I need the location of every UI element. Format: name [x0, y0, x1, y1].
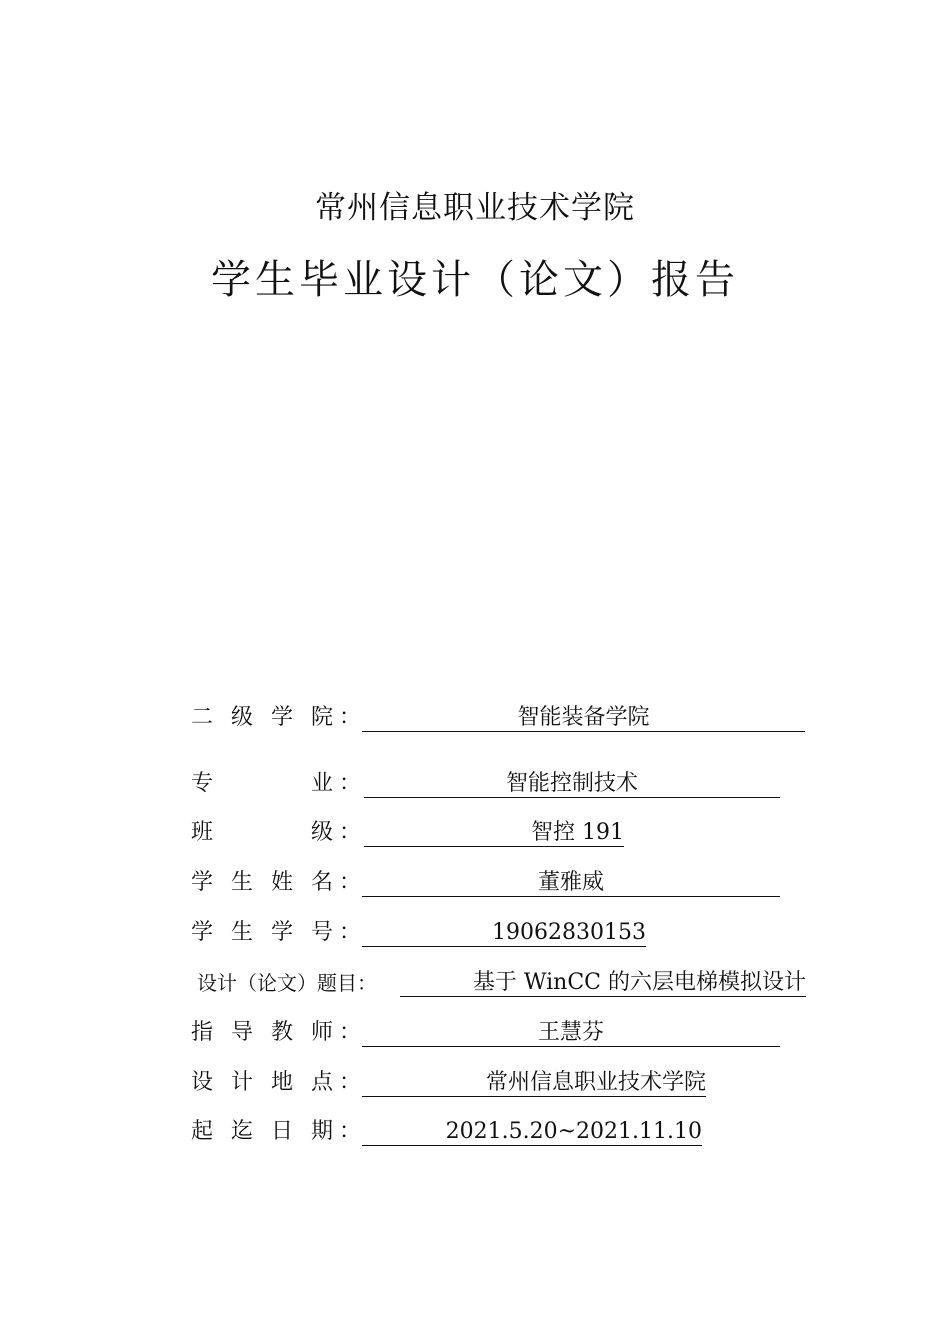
- label-char: 点: [311, 1070, 334, 1095]
- field-value-college: 智能装备学院: [362, 701, 805, 732]
- label-char: 日: [271, 1119, 294, 1144]
- field-student-name: [191, 866, 791, 900]
- label-char: 导: [231, 1020, 254, 1045]
- label-char: 业: [311, 771, 334, 796]
- field-label-thesis-topic: 设计（论文）题目：: [197, 971, 377, 995]
- label-colon: ：: [339, 771, 362, 796]
- label-char: 名: [311, 870, 334, 895]
- label-char: 迄: [231, 1119, 254, 1144]
- label-char: 师: [311, 1020, 334, 1045]
- label-char: 学: [271, 920, 294, 945]
- school-name: 常州信息职业技术学院: [315, 190, 635, 226]
- field-student-id: [191, 916, 791, 950]
- label-char: 设: [191, 1070, 214, 1095]
- field-major: [191, 767, 791, 801]
- label-char: 学: [191, 870, 214, 895]
- field-label: [191, 1066, 361, 1100]
- field-advisor: [191, 1016, 791, 1050]
- label-colon: ：: [339, 705, 362, 730]
- label-char: 班: [191, 820, 214, 845]
- field-dates: [191, 1115, 791, 1149]
- field-value-thesis-topic: 基于 WinCC 的六层电梯模拟设计: [400, 966, 806, 997]
- label-colon: ：: [339, 1070, 362, 1095]
- label-char: 起: [191, 1119, 214, 1144]
- label-char: 院: [311, 705, 334, 730]
- label-char: 号: [311, 920, 334, 945]
- label-char: 专: [191, 771, 214, 796]
- field-label: [191, 1016, 361, 1050]
- label-colon: ：: [339, 1119, 362, 1144]
- field-label: [191, 916, 361, 950]
- field-label: [191, 1115, 361, 1149]
- field-label: [191, 701, 361, 735]
- label-char: 计: [231, 1070, 254, 1095]
- field-value-dates: 2021.5.20~2021.11.10: [362, 1115, 702, 1146]
- field-value-location: 常州信息职业技术学院: [362, 1066, 706, 1097]
- field-class: [191, 816, 791, 850]
- label-char: 姓: [271, 870, 294, 895]
- label-char: 指: [191, 1020, 214, 1045]
- field-label: [191, 767, 361, 801]
- label-char: 学: [271, 705, 294, 730]
- label-colon: ：: [339, 1020, 362, 1045]
- field-label: [191, 816, 361, 850]
- label-colon: ：: [339, 870, 362, 895]
- label-char: 级: [311, 820, 334, 845]
- field-value-student-id: 19062830153: [362, 916, 646, 947]
- label-char: 学: [191, 920, 214, 945]
- label-colon: ：: [339, 820, 362, 845]
- label-char: 生: [231, 870, 254, 895]
- label-char: 级: [231, 705, 254, 730]
- field-value-major: 智能控制技术: [364, 767, 780, 798]
- label-char: 教: [271, 1020, 294, 1045]
- report-title: 学生毕业设计（论文）报告: [211, 257, 739, 303]
- field-thesis-topic: [191, 966, 811, 1000]
- field-college: [191, 701, 811, 735]
- label-char: 地: [271, 1070, 294, 1095]
- field-value-class: 智控 191: [364, 816, 624, 847]
- field-label: [191, 866, 361, 900]
- label-char: 期: [311, 1119, 334, 1144]
- label-colon: ：: [339, 920, 362, 945]
- label-char: 生: [231, 920, 254, 945]
- field-location: [191, 1066, 791, 1100]
- field-value-advisor: 王慧芬: [362, 1016, 780, 1047]
- field-value-student-name: 董雅威: [362, 866, 780, 897]
- label-char: 二: [191, 705, 214, 730]
